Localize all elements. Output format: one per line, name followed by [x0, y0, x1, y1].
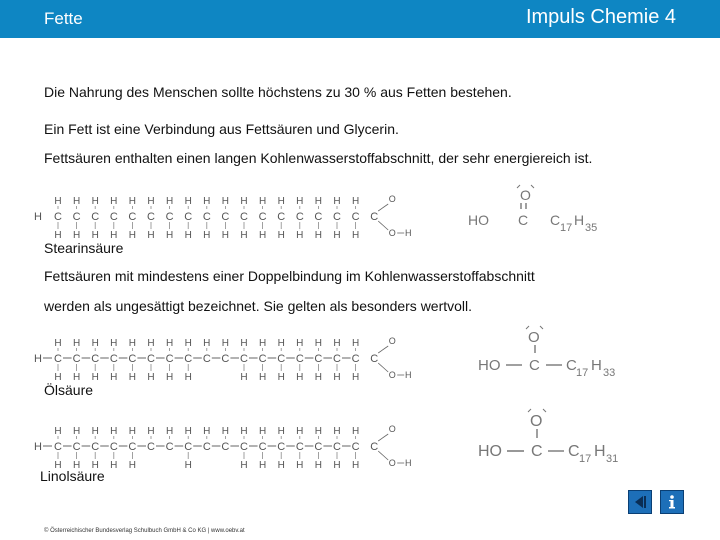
linoleic-acid-chain-diagram [30, 418, 420, 474]
carbon-atom: C [72, 211, 81, 223]
carbon-atom: C [295, 353, 304, 365]
intro-text-line-2: Ein Fett ist eine Verbindung aus Fettsäuren und Glycerin. [44, 121, 399, 137]
carbon-atom: C [221, 211, 230, 223]
info-icon [664, 494, 680, 510]
carbon-atom: C [109, 211, 118, 223]
carbon-atom: C [240, 441, 248, 453]
formula-chain-hydrogen: H [591, 357, 602, 374]
linoleic-acid-label: Linolsäure [40, 468, 105, 484]
formula-hydroxyl: HO [478, 357, 501, 374]
carboxyl-carbon: C [370, 353, 379, 365]
back-button[interactable] [628, 490, 652, 514]
hydrogen-atom: H [184, 196, 192, 207]
hydrogen-atom: H [277, 338, 285, 349]
header-bar [0, 0, 720, 38]
intro-text-line-1: Die Nahrung des Menschen sollte höchstens zu 30 % aus Fetten bestehen. [44, 84, 512, 100]
oleic-acid-formula-diagram [474, 324, 634, 384]
hydrogen-atom: H [147, 230, 155, 241]
stearic-acid-formula-diagram [462, 184, 612, 240]
formula-oxygen: O [520, 187, 531, 203]
hydrogen-atom: H [128, 338, 137, 349]
hydrogen-atom: H [91, 230, 99, 241]
hydrogen-atom: H [314, 338, 323, 349]
carbon-atom: C [351, 353, 360, 365]
oleic-acid-formula [474, 324, 634, 384]
formula-chain-carbon: C [550, 212, 561, 228]
hydrogen-atom: H [128, 230, 137, 241]
hydrogen-atom: H [333, 426, 341, 437]
chapter-title: Fette [44, 9, 83, 28]
linoleic-acid-structure [30, 418, 420, 474]
bond [378, 451, 388, 460]
formula-oxygen: O [530, 413, 543, 430]
hydrogen-atom: H [314, 230, 323, 241]
carbon-atom: C [72, 441, 81, 453]
carbon-atom: C [277, 211, 286, 223]
intro-text-line-3: Fettsäuren enthalten einen langen Kohlenwasserstoffabschnitt, der sehr energiereich ist. [44, 150, 593, 166]
bond [378, 346, 388, 353]
carbon-atom: C [202, 211, 211, 223]
hydrogen-atom: H [34, 353, 42, 365]
carbon-atom: C [240, 211, 248, 223]
hydrogen-atom: H [203, 230, 211, 241]
hydrogen-atom: H [54, 460, 62, 471]
hydrogen-atom: H [240, 338, 248, 349]
hydrogen-atom: H [110, 372, 118, 383]
hydrogen-atom: H [333, 338, 341, 349]
unsaturated-text-line-1: Fettsäuren mit mindestens einer Doppelbindung im Kohlenwasserstoffabschnitt [44, 268, 535, 284]
hydrogen-atom: H [258, 338, 267, 349]
hydrogen-atom: H [258, 460, 267, 471]
hydroxyl-oxygen: O [388, 458, 396, 468]
carbon-atom: C [165, 441, 174, 453]
hydrogen-atom: H [110, 426, 118, 437]
hydrogen-atom: H [72, 230, 81, 241]
carbon-atom: C [184, 353, 193, 365]
hydroxyl-hydrogen: H [404, 370, 412, 380]
hydrogen-atom: H [165, 426, 174, 437]
hydrogen-atom: H [221, 426, 230, 437]
hydrogen-atom: H [128, 196, 137, 207]
hydroxyl-hydrogen: H [404, 228, 412, 238]
hydrogen-atom: H [72, 372, 81, 383]
hydrogen-atom: H [240, 460, 248, 471]
carbon-atom: C [128, 353, 137, 365]
hydrogen-atom: H [184, 372, 192, 383]
carbon-atom: C [258, 211, 267, 223]
carbon-atom: C [109, 441, 118, 453]
carbon-atom: C [128, 211, 137, 223]
carbon-atom: C [54, 441, 62, 453]
stearic-acid-formula [462, 184, 612, 240]
hydrogen-atom: H [91, 338, 99, 349]
hydrogen-atom: H [34, 211, 42, 223]
formula-chain-hydrogen-count: 33 [603, 367, 616, 379]
info-button[interactable] [660, 490, 684, 514]
hydrogen-atom: H [203, 196, 211, 207]
carbon-atom: C [221, 353, 230, 365]
hydrogen-atom: H [221, 338, 230, 349]
hydrogen-atom: H [333, 372, 341, 383]
hydrogen-atom: H [72, 338, 81, 349]
carbon-atom: C [128, 441, 137, 453]
copyright-footer: © Österreichischer Bundesverlag Schulbuch GmbH & Co KG | www.oebv.at [44, 528, 245, 534]
hydroxyl-hydrogen: H [404, 458, 412, 468]
hydrogen-atom: H [333, 196, 341, 207]
hydrogen-atom: H [203, 426, 211, 437]
carbon-atom: C [277, 353, 286, 365]
hydrogen-atom: H [184, 460, 192, 471]
carbon-atom: C [333, 441, 341, 453]
carbon-atom: C [147, 211, 155, 223]
carboxyl-carbon: C [370, 211, 379, 223]
hydrogen-atom: H [351, 460, 360, 471]
hydrogen-atom: H [351, 372, 360, 383]
carbon-atom: C [314, 441, 323, 453]
hydrogen-atom: H [91, 460, 99, 471]
hydrogen-atom: H [221, 230, 230, 241]
hydrogen-atom: H [351, 230, 360, 241]
carbon-atom: C [221, 441, 230, 453]
carbon-atom: C [165, 211, 174, 223]
formula-chain-hydrogen-count: 35 [585, 222, 598, 234]
oleic-acid-chain-diagram [30, 330, 410, 386]
hydrogen-atom: H [54, 196, 62, 207]
hydrogen-atom: H [314, 372, 323, 383]
carbon-atom: C [240, 353, 248, 365]
hydrogen-atom: H [203, 338, 211, 349]
carbon-atom: C [91, 441, 100, 453]
hydrogen-atom: H [258, 372, 267, 383]
hydrogen-atom: H [54, 230, 62, 241]
carbon-atom: C [351, 211, 360, 223]
carboxyl-oxygen: O [388, 194, 396, 204]
hydrogen-atom: H [128, 460, 137, 471]
carboxyl-carbon: C [370, 441, 379, 453]
carbon-atom: C [54, 211, 62, 223]
linoleic-acid-formula [474, 406, 634, 470]
hydrogen-atom: H [333, 460, 341, 471]
hydrogen-atom: H [314, 460, 323, 471]
carbon-atom: C [277, 441, 286, 453]
hydrogen-atom: H [110, 196, 118, 207]
linoleic-acid-formula-diagram [474, 406, 634, 470]
hydroxyl-oxygen: O [388, 370, 396, 380]
hydrogen-atom: H [314, 196, 323, 207]
hydrogen-atom: H [296, 372, 304, 383]
formula-carbon: C [531, 443, 543, 460]
hydrogen-atom: H [72, 196, 81, 207]
hydroxyl-oxygen: O [388, 228, 396, 238]
formula-hydroxyl: HO [468, 212, 489, 228]
hydrogen-atom: H [128, 426, 137, 437]
formula-chain-carbon-count: 17 [560, 222, 573, 234]
hydrogen-atom: H [165, 372, 174, 383]
hydrogen-atom: H [91, 426, 99, 437]
hydrogen-atom: H [258, 196, 267, 207]
stearic-acid-structure [30, 188, 410, 244]
hydrogen-atom: H [147, 426, 155, 437]
hydrogen-atom: H [110, 338, 118, 349]
hydrogen-atom: H [314, 426, 323, 437]
hydrogen-atom: H [165, 338, 174, 349]
carbon-atom: C [147, 441, 155, 453]
hydrogen-atom: H [147, 338, 155, 349]
formula-carbon: C [529, 357, 540, 374]
lone-pair-marks [528, 409, 546, 412]
hydrogen-atom: H [165, 196, 174, 207]
hydrogen-atom: H [296, 338, 304, 349]
oleic-acid-structure [30, 330, 410, 386]
formula-chain-carbon-count: 17 [576, 367, 589, 379]
carbon-atom: C [91, 353, 100, 365]
carbon-atom: C [333, 211, 341, 223]
hydrogen-atom: H [165, 230, 174, 241]
hydrogen-atom: H [221, 196, 230, 207]
carbon-atom: C [258, 353, 267, 365]
carbon-atom: C [184, 441, 193, 453]
hydrogen-atom: H [91, 196, 99, 207]
hydrogen-atom: H [351, 426, 360, 437]
hydrogen-atom: H [54, 372, 62, 383]
formula-chain-carbon: C [566, 357, 577, 374]
formula-chain-carbon-count: 17 [579, 453, 592, 465]
hydrogen-atom: H [277, 230, 285, 241]
hydrogen-atom: H [351, 196, 360, 207]
hydrogen-atom: H [333, 230, 341, 241]
carbon-atom: C [109, 353, 118, 365]
carbon-atom: C [258, 441, 267, 453]
hydrogen-atom: H [184, 230, 192, 241]
carbon-atom: C [147, 353, 155, 365]
hydrogen-atom: H [54, 338, 62, 349]
hydrogen-atom: H [277, 426, 285, 437]
formula-hydroxyl: HO [478, 443, 502, 460]
hydrogen-atom: H [296, 426, 304, 437]
bond [378, 363, 388, 372]
carbon-atom: C [202, 353, 211, 365]
stearic-acid-label: Stearinsäure [44, 240, 124, 256]
hydrogen-atom: H [147, 372, 155, 383]
hydrogen-atom: H [184, 338, 192, 349]
carbon-atom: C [91, 211, 100, 223]
carboxyl-oxygen: O [388, 424, 396, 434]
formula-chain-carbon: C [568, 443, 580, 460]
carbon-atom: C [54, 353, 62, 365]
hydrogen-atom: H [91, 372, 99, 383]
hydrogen-atom: H [277, 460, 285, 471]
hydrogen-atom: H [147, 196, 155, 207]
hydrogen-atom: H [296, 230, 304, 241]
back-arrow-icon [632, 494, 648, 510]
carbon-atom: C [314, 211, 323, 223]
carbon-atom: C [184, 211, 193, 223]
hydrogen-atom: H [110, 460, 118, 471]
carbon-atom: C [295, 211, 304, 223]
hydrogen-atom: H [258, 230, 267, 241]
hydrogen-atom: H [296, 196, 304, 207]
hydrogen-atom: H [240, 372, 248, 383]
bond [378, 221, 388, 230]
formula-oxygen: O [528, 329, 540, 346]
hydrogen-atom: H [277, 372, 285, 383]
formula-chain-hydrogen: H [594, 443, 606, 460]
stearic-acid-chain-diagram [30, 188, 410, 244]
hydrogen-atom: H [351, 338, 360, 349]
bond [378, 204, 388, 211]
hydrogen-atom: H [72, 426, 81, 437]
hydrogen-atom: H [277, 196, 285, 207]
book-title: Impuls Chemie 4 [525, 6, 676, 28]
hydrogen-atom: H [296, 460, 304, 471]
hydrogen-atom: H [72, 460, 81, 471]
carbon-atom: C [165, 353, 174, 365]
hydrogen-atom: H [128, 372, 137, 383]
carbon-atom: C [351, 441, 360, 453]
formula-chain-hydrogen: H [574, 212, 585, 228]
hydrogen-atom: H [184, 426, 192, 437]
bond [378, 434, 388, 441]
carboxyl-oxygen: O [388, 336, 396, 346]
hydrogen-atom: H [34, 441, 42, 453]
oleic-acid-label: Ölsäure [44, 382, 94, 398]
carbon-atom: C [295, 441, 304, 453]
carbon-atom: C [202, 441, 211, 453]
hydrogen-atom: H [240, 196, 248, 207]
unsaturated-text-line-2: werden als ungesättigt bezeichnet. Sie gelten als besonders wertvoll. [44, 298, 473, 314]
formula-carbon: C [518, 212, 529, 228]
hydrogen-atom: H [54, 426, 62, 437]
hydrogen-atom: H [258, 426, 267, 437]
hydrogen-atom: H [110, 230, 118, 241]
hydrogen-atom: H [240, 230, 248, 241]
carbon-atom: C [72, 353, 81, 365]
hydrogen-atom: H [240, 426, 248, 437]
carbon-atom: C [314, 353, 323, 365]
carbon-atom: C [333, 353, 341, 365]
formula-chain-hydrogen-count: 31 [606, 453, 619, 465]
